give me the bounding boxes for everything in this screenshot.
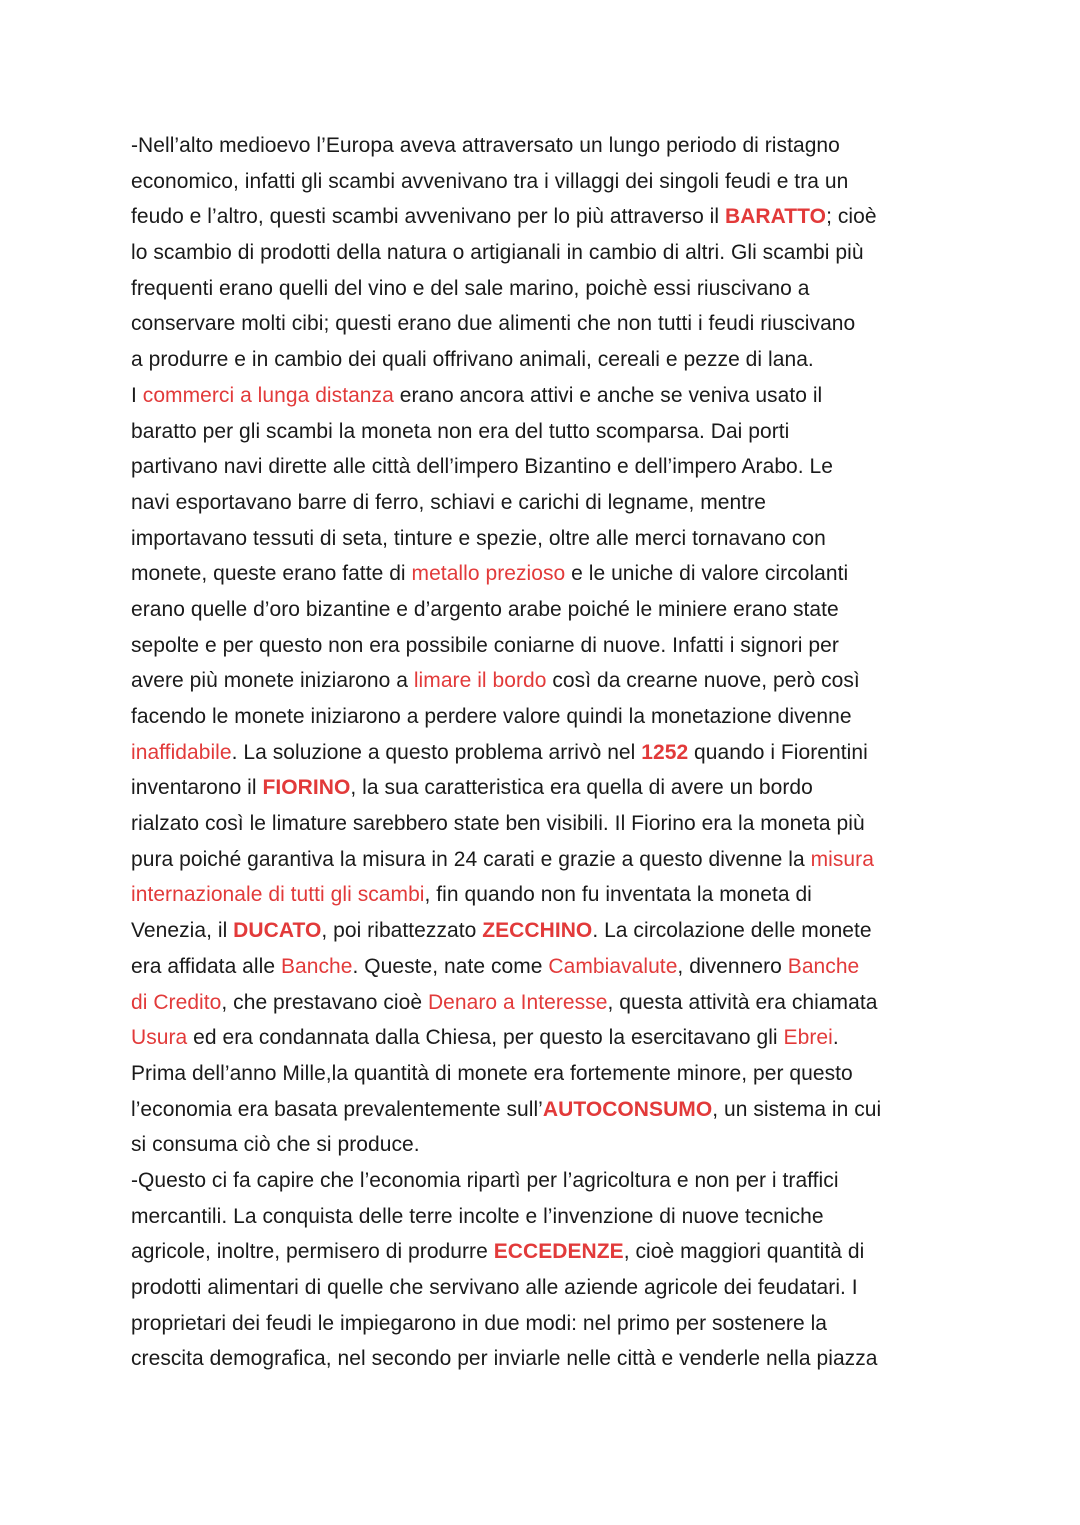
text-line	[131, 1306, 961, 1342]
text-run: ; cioè	[826, 205, 877, 229]
text-run: baratto per gli scambi la moneta non era del tutto scomparsa. Dai porti	[131, 419, 790, 443]
text-line	[131, 306, 961, 342]
text-run: rialzato così le limature sarebbero state ben visibili. Il Fiorino era la moneta più	[131, 812, 865, 836]
text-line	[131, 806, 961, 842]
text-line	[131, 1127, 961, 1163]
text-run: I	[131, 383, 143, 407]
highlighted-term: AUTOCONSUMO	[542, 1097, 713, 1121]
text-line	[131, 663, 961, 699]
text-run: , poi ribattezzato	[321, 919, 483, 943]
text-line	[131, 414, 961, 450]
text-line	[131, 770, 961, 806]
text-run: proprietari dei feudi le impiegarono in due modi: nel primo per sostenere la	[131, 1311, 828, 1335]
text-run: sepolte e per questo non era possibile coniarne di nuove. Infatti i signori per	[131, 633, 839, 657]
text-run: -Questo ci fa capire che l’economia ripartì per l’agricoltura e non per i traffici	[131, 1168, 839, 1192]
text-run: . La circolazione delle monete	[592, 919, 872, 943]
text-run: quando i Fiorentini	[688, 740, 868, 764]
text-run: erano quelle d’oro bizantine e d’argento arabe poiché le miniere erano state	[131, 597, 839, 621]
text-run: feudo e l’altro, questi scambi avvenivano per lo più attraverso il	[131, 205, 725, 229]
text-run: erano ancora attivi e anche se veniva usato il	[393, 383, 823, 407]
highlighted-term: inaffidabile	[131, 740, 232, 764]
text-line	[131, 1234, 961, 1270]
text-run: -Nell’alto medioevo l’Europa aveva attraversato un lungo periodo di ristagno	[131, 134, 840, 157]
text-run: inventarono il	[131, 776, 263, 800]
text-line	[131, 1199, 961, 1235]
highlighted-term: Denaro a Interesse	[427, 990, 608, 1014]
highlighted-term: ECCEDENZE	[493, 1240, 624, 1264]
text-line	[131, 842, 961, 878]
text-line	[131, 699, 961, 735]
highlighted-term: commerci a lunga distanza	[142, 383, 394, 407]
text-run: Prima dell’anno Mille,la quantità di monete era fortemente minore, per questo	[131, 1061, 853, 1085]
text-line	[131, 913, 961, 949]
text-line	[131, 271, 961, 307]
text-run: partivano navi dirette alle città dell’impero Bizantino e dell’impero Arabo. Le	[131, 455, 834, 479]
highlighted-term: internazionale di tutti gli scambi	[131, 883, 425, 907]
text-run: , cioè maggiori quantità di	[623, 1240, 865, 1264]
highlighted-term: Usura	[131, 1026, 188, 1050]
text-line	[131, 199, 961, 235]
text-run: e le uniche di valore circolanti	[565, 562, 849, 586]
text-run: così da crearne nuove, però così	[546, 669, 860, 693]
text-line	[131, 1020, 961, 1056]
text-line	[131, 985, 961, 1021]
highlighted-term: metallo prezioso	[411, 562, 566, 586]
text-line	[131, 342, 961, 378]
text-run: , divennero	[677, 954, 788, 978]
text-run: navi esportavano barre di ferro, schiavi e carichi di legname, mentre	[131, 490, 766, 514]
text-line	[131, 556, 961, 592]
text-line	[131, 949, 961, 985]
text-run: importavano tessuti di seta, tinture e spezie, oltre alle merci tornavano con	[131, 526, 826, 550]
text-run: economico, infatti gli scambi avvenivano tra i villaggi dei singoli feudi e tra un	[131, 169, 849, 193]
text-run: facendo le monete iniziarono a perdere valore quindi la monetazione divenne	[131, 705, 852, 728]
text-run: conservare molti cibi; questi erano due alimenti che non tutti i feudi riuscivano	[131, 312, 856, 336]
highlighted-term: di Credito	[131, 990, 222, 1014]
highlighted-term: Ebrei	[783, 1026, 833, 1050]
text-run: agricole, inoltre, permisero di produrre	[131, 1240, 494, 1264]
text-line	[131, 449, 961, 485]
highlighted-term: 1252	[641, 740, 689, 764]
text-run: . Queste, nate come	[352, 954, 549, 978]
highlighted-term: DUCATO	[233, 919, 322, 943]
text-run: pura poiché garantiva la misura in 24 carati e grazie a questo divenne la	[131, 847, 811, 871]
text-run: lo scambio di prodotti della natura o artigianali in cambio di altri. Gli scambi più	[131, 241, 864, 265]
highlighted-term: misura	[810, 847, 874, 871]
text-run: , che prestavano cioè	[221, 990, 428, 1014]
text-line	[131, 378, 961, 414]
text-run: , questa attività era chiamata	[607, 990, 878, 1014]
highlighted-term: Cambiavalute	[548, 954, 678, 978]
text-line	[131, 877, 961, 913]
text-run: mercantili. La conquista delle terre incolte e l’invenzione di nuove tecniche	[131, 1204, 824, 1228]
text-run: , un sistema in cui	[712, 1097, 882, 1121]
text-run: .	[832, 1026, 839, 1050]
highlighted-term: Banche	[280, 954, 353, 978]
text-run: , la sua caratteristica era quella di avere un bordo	[350, 776, 813, 800]
text-line	[131, 592, 961, 628]
text-line	[131, 164, 961, 200]
text-line	[131, 1341, 961, 1377]
text-run: si consuma ciò che si produce.	[131, 1133, 420, 1157]
text-line	[131, 628, 961, 664]
text-run: era affidata alle	[131, 954, 281, 978]
text-run: crescita demografica, nel secondo per inviarle nelle città e venderle nella piazza	[131, 1347, 878, 1371]
text-line	[131, 235, 961, 271]
highlighted-term: ZECCHINO	[482, 919, 593, 943]
text-run: l’economia era basata prevalentemente sull’	[131, 1097, 543, 1121]
text-line	[131, 128, 961, 164]
text-run: monete, queste erano fatte di	[131, 562, 412, 586]
text-run: . La soluzione a questo problema arrivò nel	[231, 740, 642, 764]
highlighted-term: BARATTO	[725, 205, 827, 229]
text-line	[131, 735, 961, 771]
text-run: avere più monete iniziarono a	[131, 669, 414, 693]
body-text	[131, 128, 961, 1377]
text-line	[131, 485, 961, 521]
text-run: frequenti erano quelli del vino e del sale marino, poichè essi riuscivano a	[131, 276, 810, 300]
text-run: Venezia, il	[131, 919, 234, 943]
text-line	[131, 1092, 961, 1128]
text-run: , fin quando non fu inventata la moneta di	[424, 883, 812, 907]
highlighted-term: Banche	[787, 954, 860, 978]
highlighted-term: FIORINO	[262, 776, 351, 800]
text-run: ed era condannata dalla Chiesa, per questo la esercitavano gli	[187, 1026, 784, 1050]
text-run: prodotti alimentari di quelle che servivano alle aziende agricole dei feudatari. I	[131, 1276, 858, 1299]
text-line	[131, 1270, 961, 1306]
text-line	[131, 1163, 961, 1199]
text-run: a produrre e in cambio dei quali offrivano animali, cereali e pezze di lana.	[131, 348, 814, 372]
text-line	[131, 521, 961, 557]
highlighted-term: limare il bordo	[413, 669, 547, 693]
text-line	[131, 1056, 961, 1092]
